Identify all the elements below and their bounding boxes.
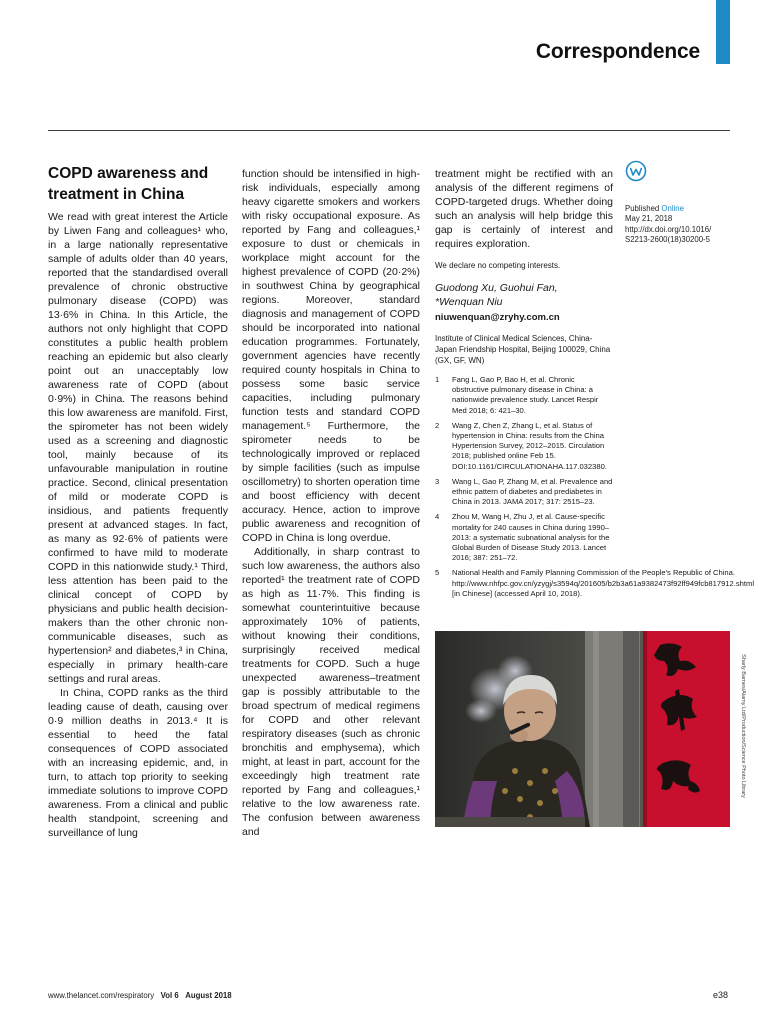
doi-link[interactable]: http://dx.doi.org/10.1016/ bbox=[625, 224, 712, 234]
publication-sidebar bbox=[625, 160, 730, 246]
reference-item bbox=[435, 568, 755, 599]
reference-item bbox=[435, 421, 613, 472]
reference-text: Fang L, Gao P, Bao H, et al. Chronic obstructive pulmonary disease in China: a nationwide prevalence study. Lancet Respir Med 2018; 6: 421–30. bbox=[452, 375, 599, 415]
reference-item bbox=[435, 512, 613, 563]
open-access-icon bbox=[625, 160, 647, 182]
header-rule bbox=[48, 130, 730, 131]
body-paragraph: In China, COPD ranks as the third leading cause of death, causing over 0·9 million deaths in 2013.⁴ It is essential to heed the fatal consequences of COPD associated with an increasing epidemic, and, in turn, to attach top priority to seeking immediate solutions to improve COPD awareness. From a clinical and public health standpoint, screening and surveillance of lung bbox=[48, 687, 228, 839]
section-title: Correspondence bbox=[535, 40, 700, 63]
column-2 bbox=[242, 167, 420, 839]
body-paragraph: Additionally, in sharp contrast to such low awareness, the authors also reported¹ the treatment rate of COPD as high as 11·7%. This finding is somewhat counterintuitive because approximately 10% of patients, without knowing their conditions, surprisingly received medical treatments for COPD. Such a huge unexpected awareness–treatment gap is possibly attributable to the broad spectrum of medical regimens for COPD and other relevant respiratory diseases (such as chronic bronchitis and emphysema), which might, at least in part, account for the exceedingly high treatment rate reported by Fang and colleagues,¹ relative to the low awareness rate. The confusion between awareness and bbox=[242, 546, 420, 838]
footer-journal bbox=[48, 991, 232, 1000]
elderly-woman-smoking-image bbox=[435, 631, 730, 827]
authors bbox=[435, 281, 613, 309]
affiliation: Institute of Clinical Medical Sciences, China-Japan Friendship Hospital, Beijing 100029, China (GX, GF, WN) bbox=[435, 334, 611, 365]
reference-item bbox=[435, 375, 613, 416]
reference-number: 4 bbox=[435, 512, 440, 522]
online-link[interactable]: Online bbox=[661, 203, 684, 213]
photo-credit-text: Sharly Barnes/Alamy Ltd/Production/Science Photo Library bbox=[740, 654, 746, 798]
article-title: COPD awareness and treatment in China bbox=[48, 165, 209, 203]
reference-text: Zhou M, Wang H, Zhu J, et al. Cause-specific mortality for 240 causes in China during 1990–2013: a systematic subnational analysis for the Global Burden of Disease Study 2013. Lancet 2016; 387: 251–72. bbox=[452, 512, 610, 563]
volume: Vol 6 bbox=[160, 991, 179, 1000]
author-email[interactable]: niuwenquan@zryhy.com.cn bbox=[435, 312, 560, 323]
body-paragraph: function should be intensified in high-risk individuals, especially among heavy cigarette smokers and workers with risky occupational exposure. As reported by Fang and colleagues,¹ exposure to dust or chemicals in workplace might account for the highest prevalence of COPD (20·2%) in southwest China by geographical regions. Moreover, standard diagnosis and management of COPD should be incorporated into national education programmes. Fortunately, government agencies have recently required county hospitals in China to possess some basic service capacities, including pulmonary function tests and standard COPD management.⁵ Furthermore, the spirometer needs to be technologically improved or replaced by simple facilities (such as impulse oscillometry) to shorten operation time and boost efficiency with decent accuracy. Hence, action to improve public awareness and recognition of COPD in China is long overdue. bbox=[242, 168, 420, 544]
doi-link[interactable]: S2213-2600(18)30200-5 bbox=[625, 235, 710, 244]
issue-date: August 2018 bbox=[185, 991, 232, 1000]
reference-number: 3 bbox=[435, 476, 440, 486]
reference-number: 5 bbox=[435, 568, 440, 578]
authors-line: Guodong Xu, Guohui Fan, bbox=[435, 282, 558, 294]
accent-bar bbox=[716, 0, 730, 64]
photo-credit bbox=[733, 631, 746, 827]
column-1 bbox=[48, 163, 228, 840]
body-paragraph: We read with great interest the Article by Liwen Fang and colleagues¹ who, in a large nationally representative sample of adults older than 40 years, reported that the standardised overall prevalence of chronic obstructive pulmonary disease (COPD) was 13·6% in China. In this Article, the authors not only highlight that COPD constitutes a public health problem reaching an epidemic but also clearly point out an unacceptably low awareness rate of COPD (about 0·9%) in China. The reasons behind this low awareness are manifold. First, the spirometer has not been widely used as a screening and diagnostic tool, mainly because of its unfavourable manipulation in routine practice. Second, clinical presentation of mild or moderate COPD is insidious, and patients frequently present at advanced stages. In fact, as many as 92·6% of patients were confirmed to have mild to moderate COPD in this nationwide study.¹ Third, less attention has been paid to the clinical concept of COPD by physicians and public health decision-makers than the other chronic non-communicable diseases, such as hypertension² and diabetes,³ in China, especially in primary health-care settings and rural areas. bbox=[48, 211, 228, 685]
reference-text: Wang Z, Chen Z, Zhang L, et al. Status of hypertension in China: results from the China Hypertension Survey, 2012–2015. Circulation 2018; published online Feb 15. DOI:10.1161/CIRCULATIONAHA.117.032380. bbox=[452, 420, 607, 471]
publication-date: May 21, 2018 bbox=[625, 214, 673, 223]
competing-interests: We declare no competing interests. bbox=[435, 261, 561, 270]
references bbox=[435, 375, 755, 599]
article-photo bbox=[435, 631, 730, 827]
authors-line: *Wenquan Niu bbox=[435, 296, 503, 308]
body-paragraph: treatment might be rectified with an analysis of the different regimens of COPD-targeted drugs. Whether doing such an analysis will help bridge this gap is certainly of interest and requires exploration. bbox=[435, 168, 613, 250]
reference-text: Wang L, Gao P, Zhang M, et al. Prevalence and ethnic pattern of diabetes and prediabetes in China in 2013. JAMA 2017; 317: 2515–23. bbox=[452, 476, 613, 507]
published-label: Published bbox=[625, 203, 660, 213]
reference-number: 1 bbox=[435, 375, 440, 384]
page-number: e38 bbox=[712, 990, 728, 1000]
journal-url[interactable]: www.thelancet.com/respiratory bbox=[48, 991, 155, 1000]
reference-number: 2 bbox=[435, 420, 440, 430]
reference-item bbox=[435, 477, 613, 508]
reference-text: National Health and Family Planning Commission of the People's Republic of China. http://www.nhfpc.gov.cn/yzygj/s3594q/201605/b2b3a61a9382473f92ff949fcb817912.shtml [in Chinese] (accessed April 10, 2018). bbox=[452, 568, 755, 598]
